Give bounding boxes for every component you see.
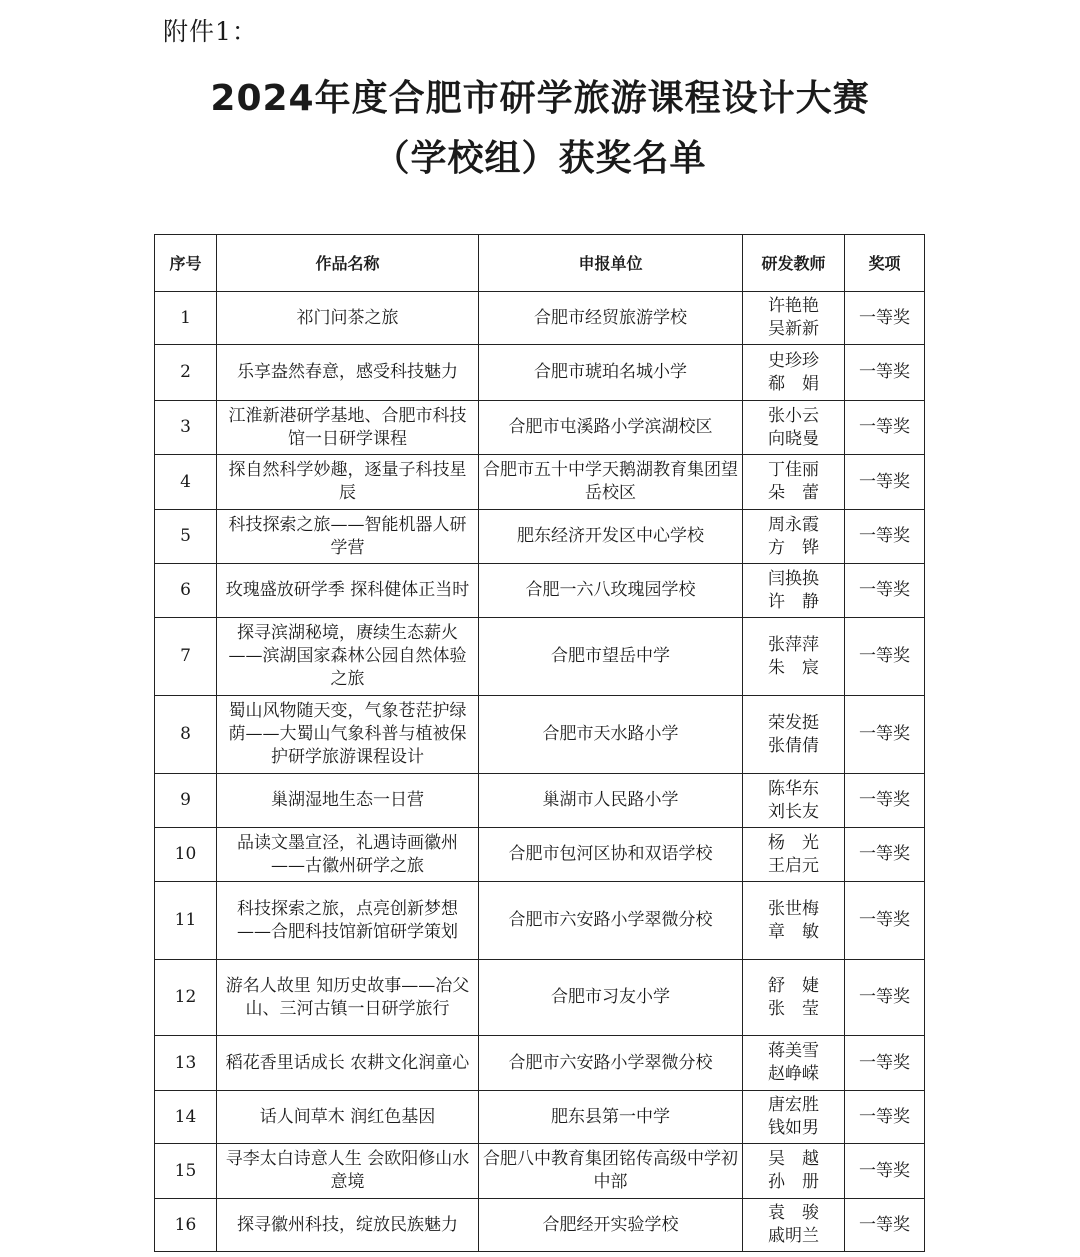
row-award: 一等奖 [845, 1199, 925, 1252]
row-unit: 合肥八中教育集团铭传高级中学初中部 [479, 1144, 743, 1199]
teacher-name: 荣发挺 [768, 712, 819, 733]
teacher-name: 刘长友 [768, 801, 819, 822]
row-teachers [743, 696, 845, 774]
row-teachers [743, 882, 845, 960]
row-teachers [743, 510, 845, 564]
row-unit: 肥东县第一中学 [479, 1091, 743, 1144]
row-index: 9 [155, 774, 217, 828]
row-unit: 合肥市六安路小学翠微分校 [479, 1036, 743, 1091]
teacher-name: 袁 骏 [768, 1203, 819, 1223]
teacher-name: 丁佳丽 [768, 460, 819, 480]
row-teachers [743, 1144, 845, 1199]
document-title: 2024年度合肥市研学旅游课程设计大赛 [210, 78, 870, 119]
table-row [155, 1036, 925, 1091]
teacher-name: 朱 宸 [768, 657, 819, 678]
row-unit: 合肥市天水路小学 [479, 696, 743, 774]
teacher-name: 赵峥嵘 [768, 1064, 819, 1084]
header-teachers: 研发教师 [743, 235, 845, 292]
row-award: 一等奖 [845, 510, 925, 564]
table-row [155, 774, 925, 828]
row-unit: 合肥市习友小学 [479, 960, 743, 1036]
row-index: 5 [155, 510, 217, 564]
table-row [155, 882, 925, 960]
awards-table [154, 234, 925, 1252]
row-index: 15 [155, 1144, 217, 1199]
teacher-name: 郗 娟 [768, 373, 819, 394]
header-index: 序号 [155, 235, 217, 292]
teacher-name: 吴新新 [768, 319, 819, 339]
row-award: 一等奖 [845, 696, 925, 774]
row-award: 一等奖 [845, 774, 925, 828]
row-teachers [743, 345, 845, 401]
row-work: 科技探索之旅——智能机器人研学营 [217, 510, 479, 564]
row-teachers [743, 1036, 845, 1091]
row-index: 11 [155, 882, 217, 960]
row-work: 寻李太白诗意人生 会欧阳修山水意境 [217, 1144, 479, 1199]
row-teachers [743, 455, 845, 510]
document-subtitle: （学校组）获奖名单 [373, 138, 707, 179]
table-row [155, 828, 925, 882]
teacher-name: 章 敏 [768, 921, 819, 942]
row-teachers [743, 1199, 845, 1252]
row-index: 4 [155, 455, 217, 510]
row-teachers [743, 401, 845, 455]
row-work: 探寻滨湖秘境，赓续生态薪火——滨湖国家森林公园自然体验之旅 [217, 618, 479, 696]
teacher-name: 蒋美雪 [768, 1041, 819, 1061]
teacher-name: 孙 册 [768, 1172, 819, 1192]
table-row [155, 292, 925, 345]
header-award: 奖项 [845, 235, 925, 292]
row-work: 探寻徽州科技，绽放民族魅力 [217, 1199, 479, 1252]
table-row [155, 401, 925, 455]
teacher-name: 张小云 [768, 405, 819, 426]
row-unit: 合肥市包河区协和双语学校 [479, 828, 743, 882]
row-work: 乐享盎然春意，感受科技魅力 [217, 345, 479, 401]
table-row [155, 1144, 925, 1199]
row-unit: 合肥市经贸旅游学校 [479, 292, 743, 345]
row-index: 16 [155, 1199, 217, 1252]
header-unit: 申报单位 [479, 235, 743, 292]
table-row [155, 455, 925, 510]
row-index: 12 [155, 960, 217, 1036]
table-row [155, 564, 925, 618]
teacher-name: 许 静 [768, 591, 819, 612]
teacher-name: 王启元 [768, 855, 819, 876]
row-index: 3 [155, 401, 217, 455]
teacher-name: 杨 光 [768, 832, 819, 853]
row-unit: 肥东经济开发区中心学校 [479, 510, 743, 564]
row-work: 江淮新港研学基地、合肥市科技馆一日研学课程 [217, 401, 479, 455]
teacher-name: 戚明兰 [768, 1226, 819, 1246]
row-award: 一等奖 [845, 1036, 925, 1091]
teacher-name: 张世梅 [768, 898, 819, 919]
table-row [155, 1199, 925, 1252]
row-index: 1 [155, 292, 217, 345]
row-work: 品读文墨宣泾，礼遇诗画徽州——古徽州研学之旅 [217, 828, 479, 882]
row-award: 一等奖 [845, 564, 925, 618]
row-work: 巢湖湿地生态一日营 [217, 774, 479, 828]
row-index: 8 [155, 696, 217, 774]
row-unit: 合肥市五十中学天鹅湖教育集团望岳校区 [479, 455, 743, 510]
row-index: 13 [155, 1036, 217, 1091]
table-row [155, 696, 925, 774]
teacher-name: 朵 蕾 [768, 483, 819, 503]
teacher-name: 陈华东 [768, 778, 819, 799]
row-teachers [743, 1091, 845, 1144]
table-row [155, 618, 925, 696]
teacher-name: 方 铧 [768, 537, 819, 558]
row-work: 蜀山风物随天变，气象苍茫护绿荫——大蜀山气象科普与植被保护研学旅游课程设计 [217, 696, 479, 774]
table-row [155, 345, 925, 401]
row-teachers [743, 292, 845, 345]
row-unit: 合肥市屯溪路小学滨湖校区 [479, 401, 743, 455]
teacher-name: 钱如男 [768, 1118, 819, 1138]
row-work: 话人间草木 润红色基因 [217, 1091, 479, 1144]
row-award: 一等奖 [845, 345, 925, 401]
teacher-name: 张 莹 [768, 998, 819, 1019]
row-unit: 合肥市望岳中学 [479, 618, 743, 696]
row-work: 游名人故里 知历史故事——冶父山、三河古镇一日研学旅行 [217, 960, 479, 1036]
row-unit: 合肥一六八玫瑰园学校 [479, 564, 743, 618]
teacher-name: 舒 婕 [768, 975, 819, 996]
row-award: 一等奖 [845, 1144, 925, 1199]
table-header-row [155, 235, 925, 292]
attachment-label: 附件1： [163, 17, 258, 46]
teacher-name: 向晓曼 [768, 428, 819, 449]
row-teachers [743, 828, 845, 882]
row-teachers [743, 960, 845, 1036]
row-unit: 巢湖市人民路小学 [479, 774, 743, 828]
row-award: 一等奖 [845, 960, 925, 1036]
table-body [155, 292, 925, 1252]
row-award: 一等奖 [845, 618, 925, 696]
teacher-name: 张萍萍 [768, 634, 819, 655]
row-teachers [743, 774, 845, 828]
row-award: 一等奖 [845, 882, 925, 960]
teacher-name: 周永霞 [768, 514, 819, 535]
row-unit: 合肥市六安路小学翠微分校 [479, 882, 743, 960]
table-row [155, 510, 925, 564]
teacher-name: 闫换换 [768, 568, 819, 589]
row-index: 10 [155, 828, 217, 882]
row-teachers [743, 618, 845, 696]
row-teachers [743, 564, 845, 618]
row-award: 一等奖 [845, 1091, 925, 1144]
teacher-name: 张倩倩 [768, 735, 819, 756]
row-unit: 合肥市琥珀名城小学 [479, 345, 743, 401]
row-award: 一等奖 [845, 292, 925, 345]
row-work: 科技探索之旅，点亮创新梦想——合肥科技馆新馆研学策划 [217, 882, 479, 960]
row-unit: 合肥经开实验学校 [479, 1199, 743, 1252]
table-row [155, 960, 925, 1036]
row-index: 14 [155, 1091, 217, 1144]
header-work: 作品名称 [217, 235, 479, 292]
row-work: 玫瑰盛放研学季 探科健体正当时 [217, 564, 479, 618]
row-work: 探自然科学妙趣，逐量子科技星辰 [217, 455, 479, 510]
row-index: 7 [155, 618, 217, 696]
row-index: 2 [155, 345, 217, 401]
teacher-name: 吴 越 [768, 1149, 819, 1169]
row-award: 一等奖 [845, 401, 925, 455]
teacher-name: 许艳艳 [768, 296, 819, 316]
row-work: 稻花香里话成长 农耕文化润童心 [217, 1036, 479, 1091]
row-award: 一等奖 [845, 455, 925, 510]
table-row [155, 1091, 925, 1144]
row-award: 一等奖 [845, 828, 925, 882]
teacher-name: 史珍珍 [768, 350, 819, 371]
teacher-name: 唐宏胜 [768, 1095, 819, 1115]
row-work: 祁门问茶之旅 [217, 292, 479, 345]
row-index: 6 [155, 564, 217, 618]
